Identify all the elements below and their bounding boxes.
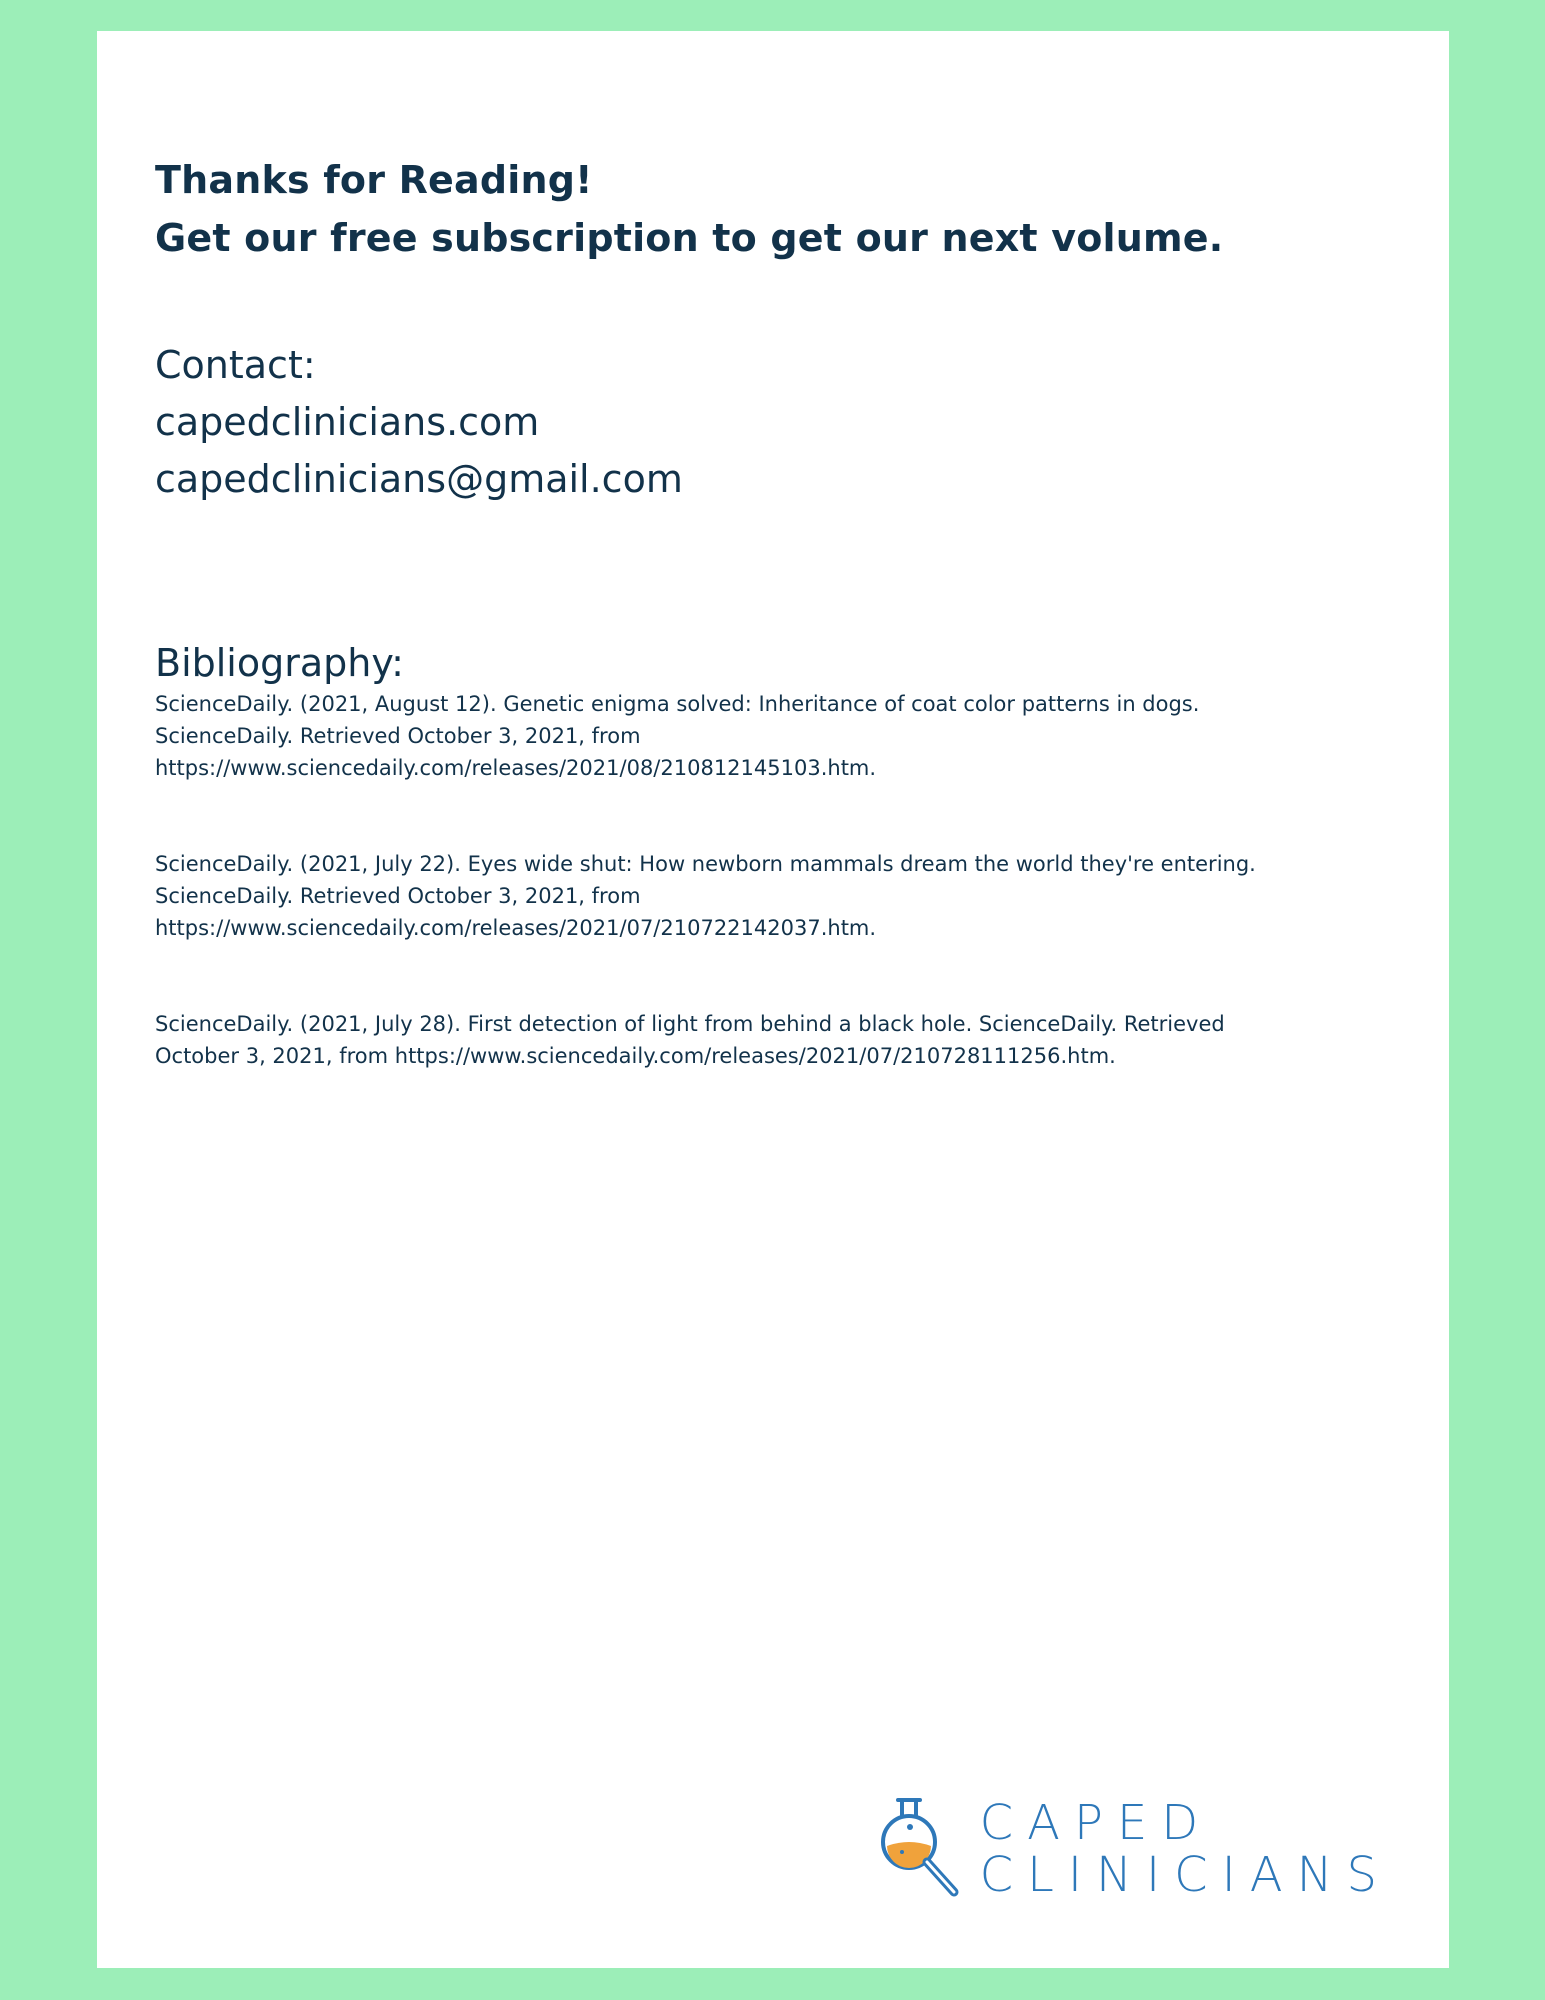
bibliography-heading: Bibliography:	[155, 641, 404, 685]
headline-line-1: Thanks for Reading!	[155, 158, 593, 202]
contact-section	[155, 337, 1405, 508]
bibliography-reference-3: ScienceDaily. (2021, July 28). First detection of light from behind a black hole. ScienceDaily. Retrieved October 3, 2021, from https://www.sciencedaily.com/releases/2021/07/210728111256.htm.	[155, 1012, 1225, 1068]
contact-label: Contact:	[155, 343, 316, 387]
headline-line-2: Get our free subscription to get our next volume.	[155, 216, 1224, 260]
logo-word-clinicians: CLINICIANS	[979, 1847, 1391, 1903]
logo-wordmark	[980, 1797, 1391, 1901]
bibliography-reference-1: ScienceDaily. (2021, August 12). Genetic enigma solved: Inheritance of coat color patterns in dogs. ScienceDaily. Retrieved October 3, 2021, from https://www.sciencedaily.com/releases/2021/08/210812145103.htm.	[155, 692, 1200, 780]
page-content	[155, 151, 1405, 1136]
headline	[155, 151, 1405, 267]
bibliography-section	[155, 638, 1405, 1072]
bibliography-reference-2: ScienceDaily. (2021, July 22). Eyes wide shut: How newborn mammals dream the world they're entering. ScienceDaily. Retrieved October 3, 2021, from https://www.sciencedaily.com/releases/2021/07/210722142037.htm.	[155, 852, 1256, 940]
document-page	[97, 31, 1449, 1968]
contact-website: capedclinicians.com	[155, 400, 540, 444]
flask-magnifier-icon	[874, 1794, 974, 1904]
logo-word-caped: CAPED	[979, 1795, 1213, 1851]
caped-clinicians-logo	[874, 1794, 1391, 1904]
contact-email: capedclinicians@gmail.com	[155, 457, 683, 501]
